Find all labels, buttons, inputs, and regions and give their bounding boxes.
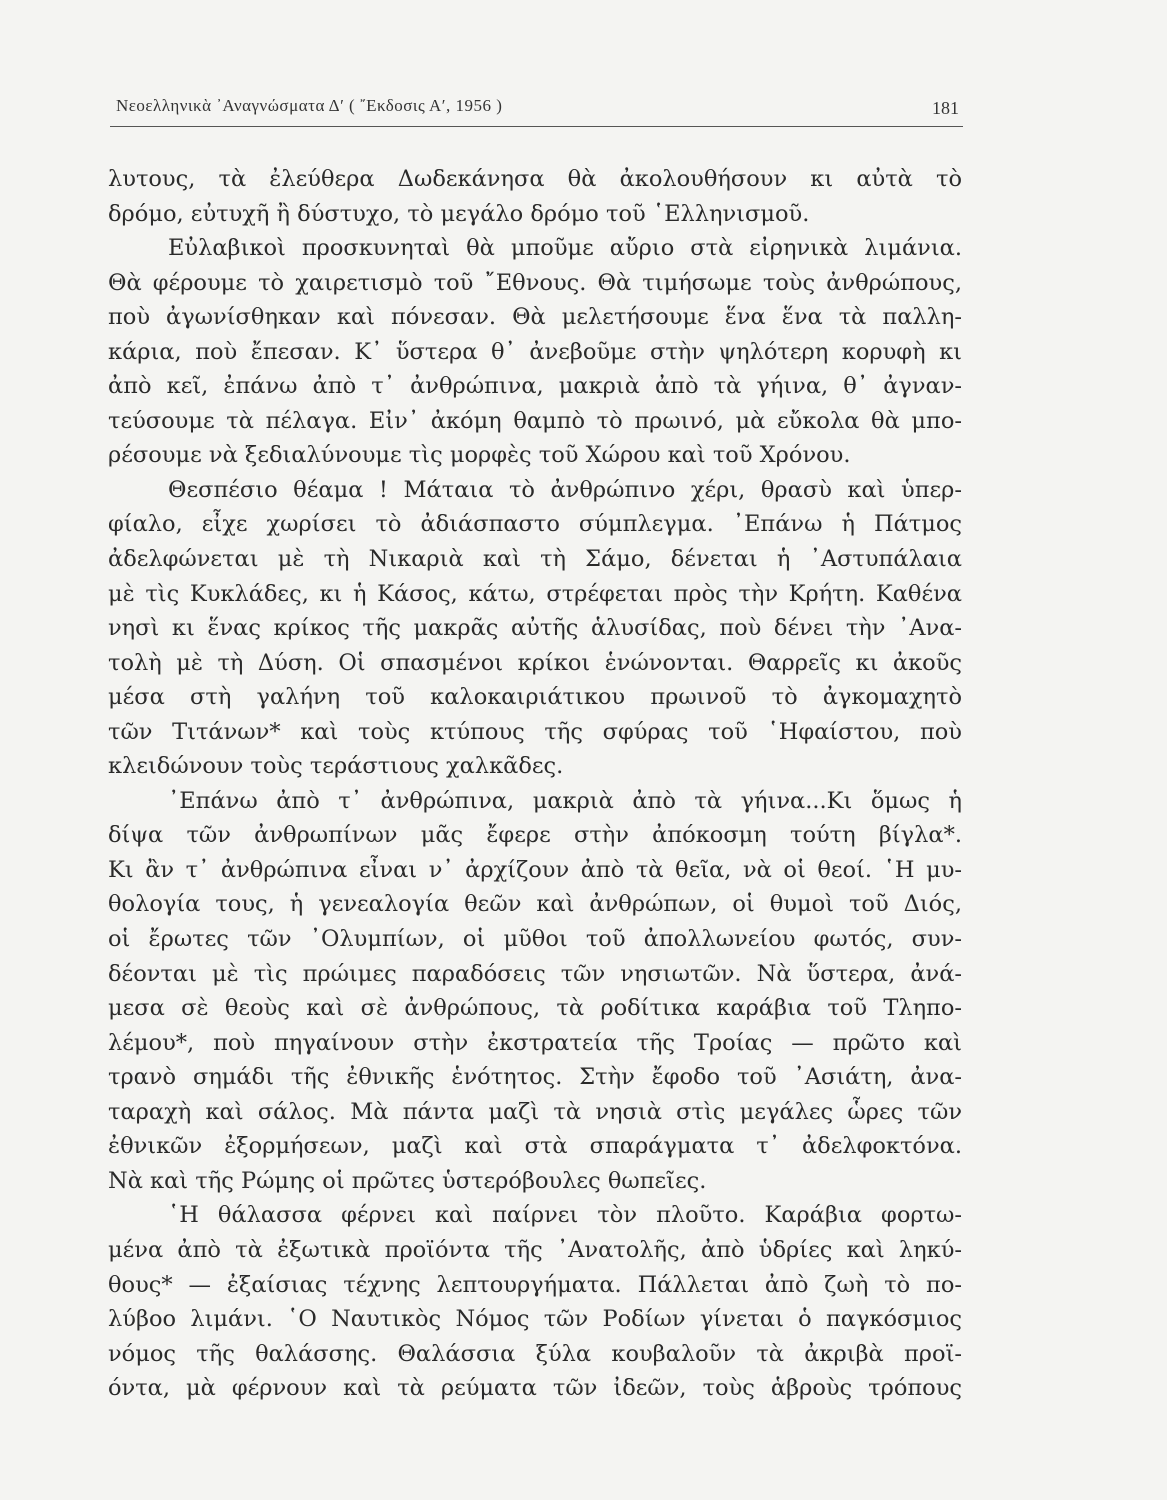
text-line: μένα ἀπὸ τὰ ἐξωτικὰ προϊόντα τῆς ᾿Ανατολῆς, ἀπὸ ὑδρίες καὶ ληκύ- [108,1236,962,1263]
text-line: φίαλο, εἶχε χωρίσει τὸ ἀδιάσπαστο σύμπλεγμα. ᾿Επάνω ἡ Πάτμος [108,511,962,538]
text-line: ῾Η θάλασσα φέρνει καὶ παίρνει τὸν πλοῦτο. Καράβια φορτω- [168,1202,962,1229]
text-line: τεύσουμε τὰ πέλαγα. Εἰν᾿ ἀκόμη θαμπὸ τὸ πρωινό, μὰ εὔκολα θὰ μπο- [108,407,962,434]
text-line: νησὶ κι ἕνας κρίκος τῆς μακρᾶς αὐτῆς ἁλυσίδας, ποὺ δένει τὴν ᾿Ανα- [108,615,962,642]
text-line: δρόμο, εὐτυχῆ ἢ δύστυχο, τὸ μεγάλο δρόμο τοῦ ῾Ελληνισμοῦ. [108,200,810,227]
text-line: δίψα τῶν ἀνθρωπίνων μᾶς ἔφερε στὴν ἀπόκοσμη τούτη βίγλα*. [108,822,962,849]
text-line: δέονται μὲ τὶς πρώιμες παραδόσεις τῶν νησιωτῶν. Νὰ ὕστερα, ἀνά- [108,960,962,987]
text-line: κάρια, ποὺ ἔπεσαν. Κ᾿ ὕστερα θ᾿ ἀνεβοῦμε στὴν ψηλότερη κορυφὴ κι [108,338,962,365]
text-line: τολὴ μὲ τὴ Δύση. Οἱ σπασμένοι κρίκοι ἑνώνονται. Θαρρεῖς κι ἀκοῦς [108,649,962,676]
text-line: ρέσουμε νὰ ξεδιαλύνουμε τὶς μορφὲς τοῦ Χώρου καὶ τοῦ Χρόνου. [108,442,851,469]
text-line: ᾿Επάνω ἀπὸ τ᾿ ἀνθρώπινα, μακριὰ ἀπὸ τὰ γήινα...Κι ὅμως ἡ [168,787,962,814]
text-line: όντα, μὰ φέρνουν καὶ τὰ ρεύματα τῶν ἰδεῶν, τοὺς ἁβροὺς τρόπους [108,1375,962,1402]
text-line: Θεσπέσιο θέαμα ! Μάταια τὸ ἀνθρώπινο χέρι, θρασὺ καὶ ὑπερ- [168,476,962,503]
text-line: ἀπὸ κεῖ, ἐπάνω ἀπὸ τ᾿ ἀνθρώπινα, μακριὰ ἀπὸ τὰ γήινα, θ᾿ ἀγναν- [108,373,962,400]
text-line: λυτους, τὰ ἐλεύθερα Δωδεκάνησα θὰ ἀκολουθήσουν κι αὐτὰ τὸ [108,166,962,192]
text-line: Νὰ καὶ τῆς Ρώμης οἱ πρῶτες ὑστερόβουλες θωπεῖες. [108,1167,707,1194]
text-line: νόμος τῆς θαλάσσης. Θαλάσσια ξύλα κουβαλοῦν τὰ ἀκριβὰ προϊ- [108,1340,962,1367]
text-line: Θὰ φέρουμε τὸ χαιρετισμὸ τοῦ ῎Εθνους. Θὰ τιμήσωμε τοὺς ἀνθρώπους, [108,269,962,296]
text-line: Κι ἂν τ᾿ ἀνθρώπινα εἶναι ν᾿ ἀρχίζουν ἀπὸ τὰ θεῖα, νὰ οἱ θεοί. ῾Η μυ- [108,856,962,883]
text-line: μὲ τὶς Κυκλάδες, κι ἡ Κάσος, κάτω, στρέφεται πρὸς τὴν Κρήτη. Καθένα [108,580,962,607]
text-line: λέμου*, ποὺ πηγαίνουν στὴν ἐκστρατεία τῆς Τροίας — πρῶτο καὶ [108,1029,962,1056]
text-line: λύβοο λιμάνι. ῾Ο Ναυτικὸς Νόμος τῶν Ροδίων γίνεται ὁ παγκόσμιος [108,1306,962,1333]
page-number: 181 [932,98,959,118]
page-header [110,94,963,127]
text-line: κλειδώνουν τοὺς τεράστιους χαλκᾶδες. [108,753,564,780]
text-line: θους* — ἐξαίσιας τέχνης λεπτουργήματα. Πάλλεται ἀπὸ ζωὴ τὸ πο- [108,1271,962,1298]
text-line: τῶν Τιτάνων* καὶ τοὺς κτύπους τῆς σφύρας τοῦ ῾Ηφαίστου, ποὺ [108,718,962,745]
text-line: οἱ ἔρωτες τῶν ᾿Ολυμπίων, οἱ μῦθοι τοῦ ἀπολλωνείου φωτός, συν- [108,926,962,953]
text-line: ἐθνικῶν ἐξορμήσεων, μαζὶ καὶ στὰ σπαράγματα τ᾿ ἀδελφοκτόνα. [108,1133,962,1160]
text-line: τρανὸ σημάδι τῆς ἐθνικῆς ἑνότητος. Στὴν ἔφοδο τοῦ ᾿Ασιάτη, ἀνα- [108,1064,962,1091]
text-line: θολογία τους, ἡ γενεαλογία θεῶν καὶ ἀνθρώπων, οἱ θυμοὶ τοῦ Διός, [108,891,962,918]
text-line: Εὐλαβικοὶ προσκυνηταὶ θὰ μποῦμε αὔριο στὰ εἰρηνικὰ λιμάνια. [168,235,962,262]
text-line: ταραχὴ καὶ σάλος. Μὰ πάντα μαζὶ τὰ νησιὰ στὶς μεγάλες ὧρες τῶν [108,1098,962,1125]
text-line: ποὺ ἀγωνίσθηκαν καὶ πόνεσαν. Θὰ μελετήσουμε ἕνα ἕνα τὰ παλλη- [108,304,962,331]
body-text [108,162,962,1406]
text-line: μέσα στὴ γαλήνη τοῦ καλοκαιριάτικου πρωινοῦ τὸ ἀγκομαχητὸ [108,684,962,711]
text-line: ἀδελφώνεται μὲ τὴ Νικαριὰ καὶ τὴ Σάμο, δένεται ἡ ᾿Αστυπάλαια [108,546,962,573]
running-title: Νεοελληνικὰ ᾿Αναγνώσματα Δ′ ( ῎Εκδοσις Α′, 1956 ) [116,96,503,115]
text-line: μεσα σὲ θεοὺς καὶ σὲ ἀνθρώπους, τὰ ροδίτικα καράβια τοῦ Τληπο- [108,995,962,1022]
